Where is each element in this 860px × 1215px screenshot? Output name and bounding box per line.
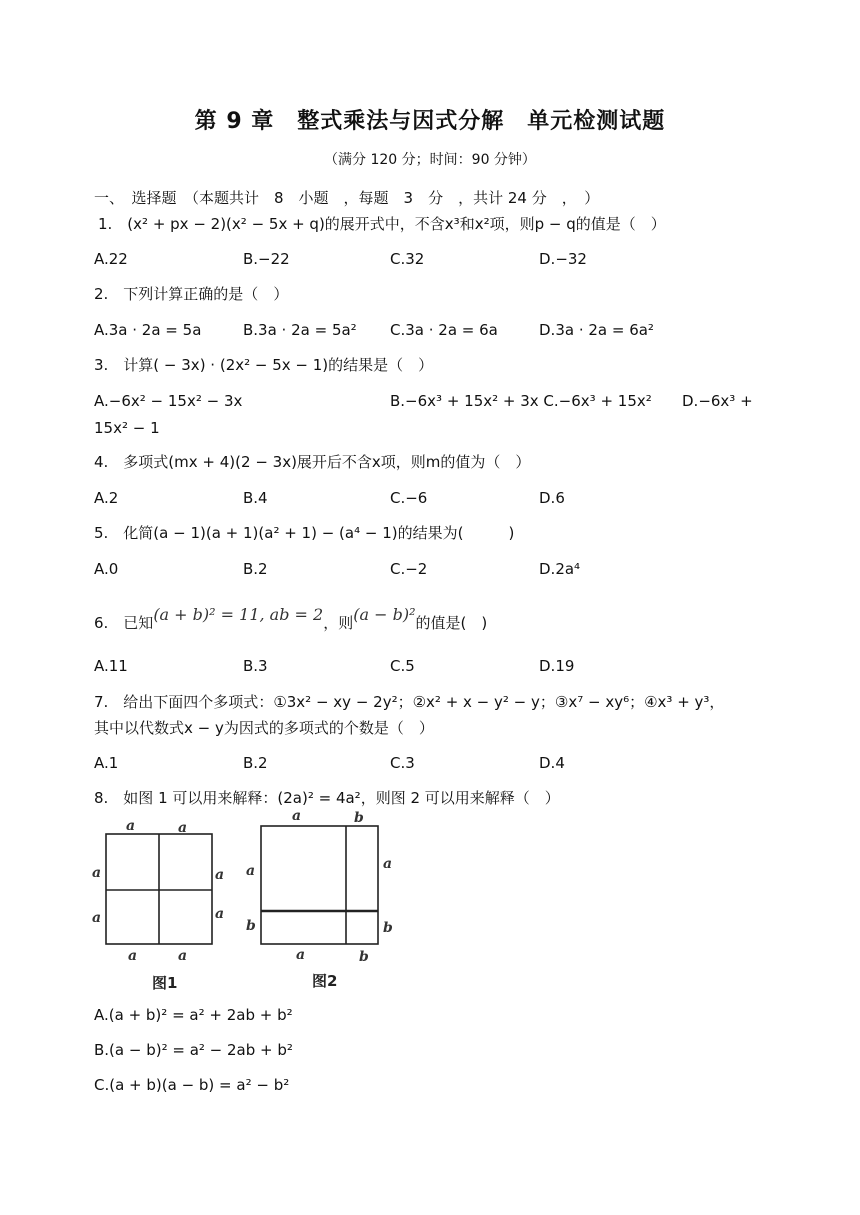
q3-option-d[interactable]: D.−6x³ +	[682, 392, 753, 410]
fig2-label-bottom-b: b	[359, 949, 369, 965]
q6-option-b[interactable]: B.3	[243, 657, 268, 675]
q7-option-a[interactable]: A.1	[94, 754, 119, 772]
q4-option-b[interactable]: B.4	[243, 489, 268, 507]
q5-option-d[interactable]: D.2a⁴	[539, 560, 581, 578]
fig2-label-bottom-a: a	[296, 947, 306, 963]
q2-option-d[interactable]: D.3a · 2a = 6a²	[539, 321, 654, 339]
fig2-label-right-a: a	[383, 856, 393, 872]
question-1-stem: 1. (x² + px − 2)(x² − 5x + q)的展开式中，不含x³和x²项，则p − q的值是（ ）	[98, 215, 666, 233]
q2-option-b[interactable]: B.3a · 2a = 5a²	[243, 321, 357, 339]
fig2-caption: 图2	[312, 972, 338, 990]
q3-option-d-cont: 15x² − 1	[94, 419, 160, 437]
fig1-label-right-bottom: a	[215, 906, 225, 922]
q1-option-c[interactable]: C.32	[390, 250, 425, 268]
question-7-stem-2: 其中以代数式x − y为因式的多项式的个数是（ ）	[94, 719, 434, 737]
q1-option-a[interactable]: A.22	[94, 250, 128, 268]
question-8-stem: 8. 如图 1 可以用来解释：(2a)² = 4a²，则图 2 可以用来解释（ ）	[94, 789, 560, 807]
q6-option-c[interactable]: C.5	[390, 657, 415, 675]
fig2-label-left-a: a	[246, 863, 256, 879]
q4-option-c[interactable]: C.−6	[390, 489, 428, 507]
q5-option-c[interactable]: C.−2	[390, 560, 428, 578]
question-2-stem: 2. 下列计算正确的是（ ）	[94, 285, 289, 303]
fig1-label-bottom-left: a	[128, 948, 138, 964]
figure-1	[88, 812, 238, 997]
question-6-stem	[94, 605, 488, 633]
fig1-label-right-top: a	[215, 867, 225, 883]
question-7-stem: 7. 给出下面四个多项式：①3x² − xy − 2y²；②x² + x − y² − y；③x⁷ − xy⁶；④x³ + y³，	[94, 693, 725, 711]
q4-option-a[interactable]: A.2	[94, 489, 119, 507]
fig2-label-left-b: b	[246, 918, 256, 934]
page-subtitle: （满分 120 分；时间：90 分钟）	[324, 152, 536, 168]
q6-option-d[interactable]: D.19	[539, 657, 575, 675]
q5-option-a[interactable]: A.0	[94, 560, 119, 578]
fig1-label-top-right: a	[178, 820, 188, 836]
fig1-label-left-top: a	[92, 865, 102, 881]
fig1-label-left-bottom: a	[92, 910, 102, 926]
figure-2	[242, 806, 412, 991]
q3-option-b-c[interactable]: B.−6x³ + 15x² + 3x C.−6x³ + 15x²	[390, 392, 652, 410]
q7-option-b[interactable]: B.2	[243, 754, 268, 772]
q8-option-a[interactable]: A.(a + b)² = a² + 2ab + b²	[94, 1006, 293, 1024]
section-heading: 一、 选择题 （本题共计 8 小题 ，每题 3 分 ，共计 24 分 ， ）	[94, 189, 600, 207]
q6-mid: ，则	[323, 614, 354, 632]
page-title: 第 9 章 整式乘法与因式分解 单元检测试题	[194, 109, 666, 134]
question-5-stem: 5. 化简(a − 1)(a + 1)(a² + 1) − (a⁴ − 1)的结果为( )	[94, 524, 515, 542]
fig2-label-top-b: b	[354, 810, 364, 826]
q6-prefix: 6. 已知	[94, 614, 154, 632]
q2-option-a[interactable]: A.3a · 2a = 5a	[94, 321, 202, 339]
q1-option-b[interactable]: B.−22	[243, 250, 290, 268]
q8-option-c[interactable]: C.(a + b)(a − b) = a² − b²	[94, 1076, 290, 1094]
q6-option-a[interactable]: A.11	[94, 657, 128, 675]
q2-option-c[interactable]: C.3a · 2a = 6a	[390, 321, 498, 339]
fig1-label-top-left: a	[126, 818, 136, 834]
q6-formula-image-2: (a − b)²	[353, 605, 416, 624]
question-3-stem: 3. 计算( − 3x) · (2x² − 5x − 1)的结果是（ ）	[94, 356, 434, 374]
q6-formula-image-1: (a + b)² = 11, ab = 2	[153, 605, 324, 624]
q1-option-d[interactable]: D.−32	[539, 250, 587, 268]
q6-suffix: 的值是( )	[415, 614, 488, 632]
q4-option-d[interactable]: D.6	[539, 489, 565, 507]
q3-option-a[interactable]: A.−6x² − 15x² − 3x	[94, 392, 243, 410]
q7-option-c[interactable]: C.3	[390, 754, 415, 772]
q8-option-b[interactable]: B.(a − b)² = a² − 2ab + b²	[94, 1041, 293, 1059]
question-4-stem: 4. 多项式(mx + 4)(2 − 3x)展开后不含x项，则m的值为（ ）	[94, 453, 531, 471]
fig1-caption: 图1	[152, 974, 178, 992]
fig1-label-bottom-right: a	[178, 948, 188, 964]
q7-option-d[interactable]: D.4	[539, 754, 565, 772]
fig2-label-top-a: a	[292, 808, 302, 824]
q5-option-b[interactable]: B.2	[243, 560, 268, 578]
fig2-label-right-b: b	[383, 920, 393, 936]
